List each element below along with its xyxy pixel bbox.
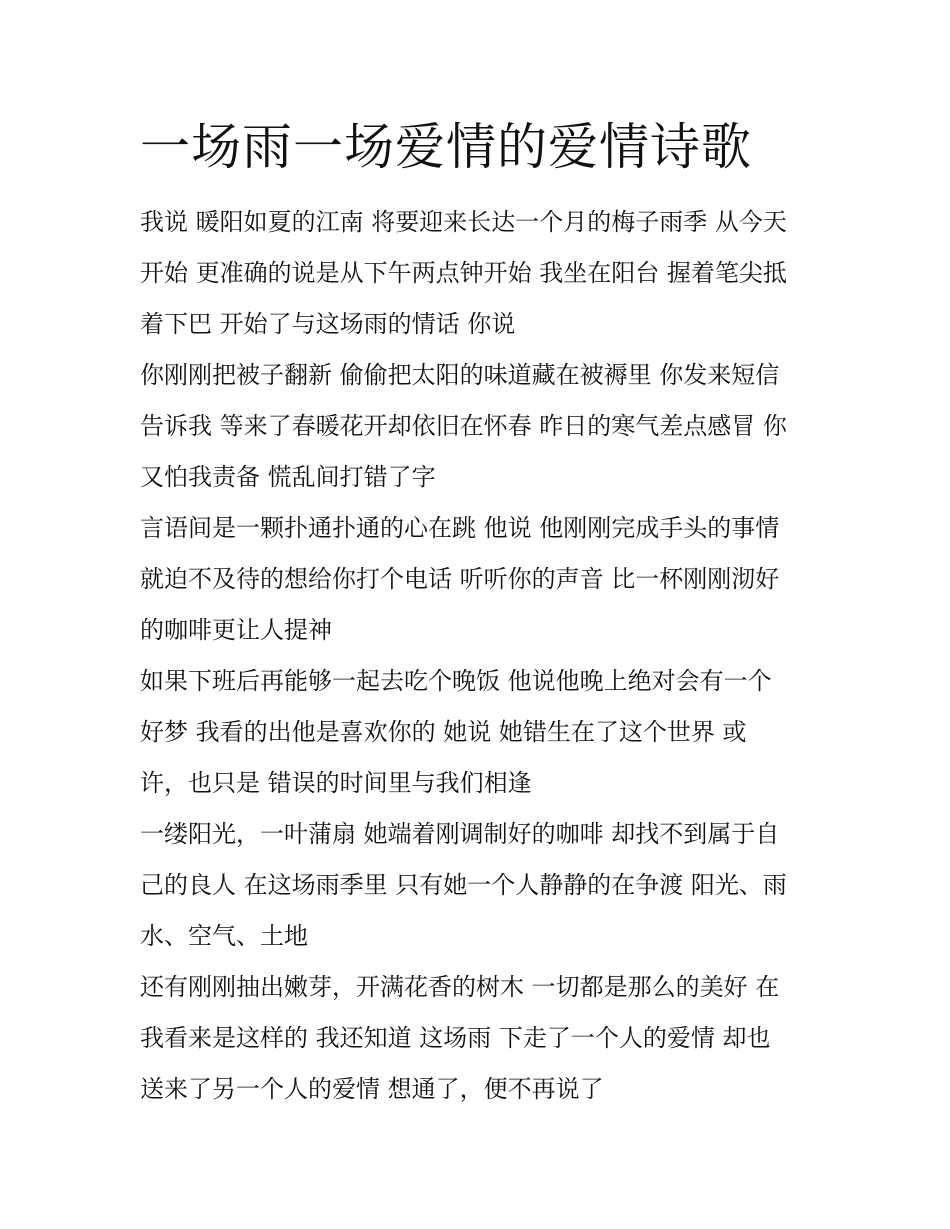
text-line: 我看来是这样的 我还知道 这场雨 下走了一个人的爱情 却也 [140, 1024, 771, 1052]
text-line: 又怕我责备 慌乱间打错了字 [140, 463, 436, 491]
text-line: 告诉我 等来了春暖花开却依旧在怀春 昨日的寒气差点感冒 你 [140, 412, 787, 440]
text-line: 我说 暖阳如夏的江南 将要迎来长达一个月的梅子雨季 从今天 [140, 208, 787, 236]
text-line: 你刚刚把被子翻新 偷偷把太阳的味道藏在被褥里 你发来短信 [140, 361, 780, 389]
text-line: 开始 更准确的说是从下午两点钟开始 我坐在阳台 握着笔尖抵 [140, 259, 787, 287]
text-line: 水、空气、土地 [140, 922, 308, 950]
text-line: 许，也只是 错误的时间里与我们相逢 [140, 769, 532, 797]
text-line: 一缕阳光，一叶蒲扇 她端着刚调制好的咖啡 却找不到属于自 [140, 820, 780, 848]
text-line: 己的良人 在这场雨季里 只有她一个人静静的在争渡 阳光、雨 [140, 871, 787, 899]
poem-body [140, 197, 830, 1115]
document-title: 一场雨一场爱情的爱情诗歌 [140, 118, 752, 176]
text-line: 着下巴 开始了与这场雨的情话 你说 [140, 310, 516, 338]
text-line: 的咖啡更让人提神 [140, 616, 332, 644]
text-line: 如果下班后再能够一起去吃个晚饭 他说他晚上绝对会有一个 [140, 667, 772, 695]
text-line: 送来了另一个人的爱情 想通了，便不再说了 [140, 1075, 604, 1103]
text-line: 言语间是一颗扑通扑通的心在跳 他说 他刚刚完成手头的事情 [140, 514, 780, 542]
text-line: 好梦 我看的出他是喜欢你的 她说 她错生在了这个世界 或 [140, 718, 747, 746]
text-line: 还有刚刚抽出嫩芽，开满花香的树木 一切都是那么的美好 在 [140, 973, 780, 1001]
text-line: 就迫不及待的想给你打个电话 听听你的声音 比一杯刚刚沏好 [140, 565, 780, 593]
